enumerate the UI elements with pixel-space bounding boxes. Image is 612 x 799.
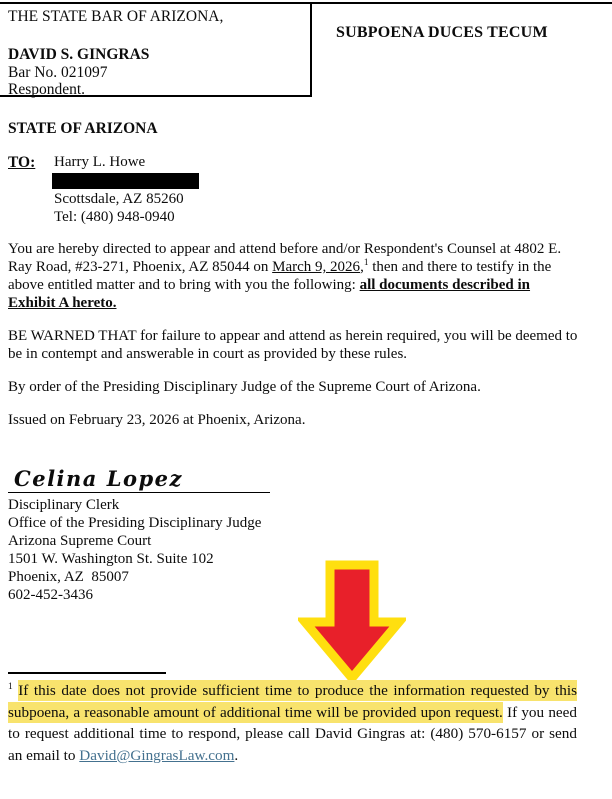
state-heading: STATE OF ARIZONA — [8, 120, 158, 137]
to-label: TO: — [8, 154, 36, 171]
signer-court: Arizona Supreme Court — [8, 533, 152, 549]
paragraph-directive — [8, 240, 578, 312]
recipient-city: Scottsdale, AZ 85260 — [54, 191, 184, 207]
footnote-highlighted-text: If this date does not provide sufficient time to produce the information requested by this subpoena, a reasonable amount of additional time will be provided upon request. — [8, 682, 578, 721]
caption-respondent-name: DAVID S. GINGRAS — [8, 45, 150, 63]
recipient-phone: Tel: (480) 948-0940 — [54, 209, 175, 225]
footnote-block — [8, 672, 577, 766]
recipient-name: Harry L. Howe — [54, 154, 146, 170]
caption-bar-number: Bar No. 021097 — [8, 63, 108, 81]
recipient-address — [54, 154, 199, 226]
signer-street: 1501 W. Washington St. Suite 102 — [8, 551, 214, 567]
signer-role: Disciplinary Clerk — [8, 497, 120, 513]
signature-block — [8, 466, 270, 604]
signer-phone: 602-452-3436 — [8, 587, 93, 603]
signer-city: Phoenix, AZ 85007 — [8, 569, 129, 585]
directive-comma: , — [360, 259, 364, 275]
footnote-continuation: If you need to request additional time to respond, please call David Gingras at: (480) 570-6157 or send an email to — [8, 703, 577, 764]
signature-line — [8, 466, 270, 493]
paragraph-order: By order of the Presiding Disciplinary Judge of the Supreme Court of Arizona. — [8, 379, 481, 395]
document-title: SUBPOENA DUCES TECUM — [336, 24, 548, 41]
email-link[interactable]: David@GingrasLaw.com — [79, 746, 235, 764]
footnote-marker: 1 — [8, 681, 13, 692]
footnote-text — [8, 680, 577, 766]
recipient-block — [8, 154, 199, 226]
paragraph-warning: BE WARNED THAT for failure to appear and attend as herein required, you will be deemed to be in contempt and answerable in court as provided by these rules. — [8, 328, 578, 362]
caption-respondent-label: Respondent. — [8, 81, 86, 98]
directive-text-2: then and there to testify in the above entitled matter and to bring with you the following: — [8, 259, 552, 293]
signature-name: Celina Lopez — [14, 466, 183, 491]
footnote-separator — [8, 672, 166, 674]
footnote-terminal: . — [234, 746, 239, 764]
caption-party: THE STATE BAR OF ARIZONA, — [8, 7, 224, 25]
document-body — [8, 240, 578, 444]
case-caption-box — [0, 3, 312, 97]
signer-office: Office of the Presiding Disciplinary Judge — [8, 515, 262, 531]
paragraph-issued: Issued on February 23, 2026 at Phoenix, Arizona. — [8, 412, 306, 428]
directive-text-1: You are hereby directed to appear and attend before and/or Respondent's Counsel at 4802 E. Ray Road, #23-271, Phoenix, AZ 85044 on — [8, 241, 562, 275]
exhibit-demand: all documents described in Exhibit A hereto. — [8, 277, 531, 311]
footnote-reference: 1 — [363, 258, 369, 268]
hearing-date: March 9, 2026 — [272, 259, 361, 275]
redaction-bar — [52, 173, 199, 189]
down-arrow-icon — [298, 559, 406, 685]
